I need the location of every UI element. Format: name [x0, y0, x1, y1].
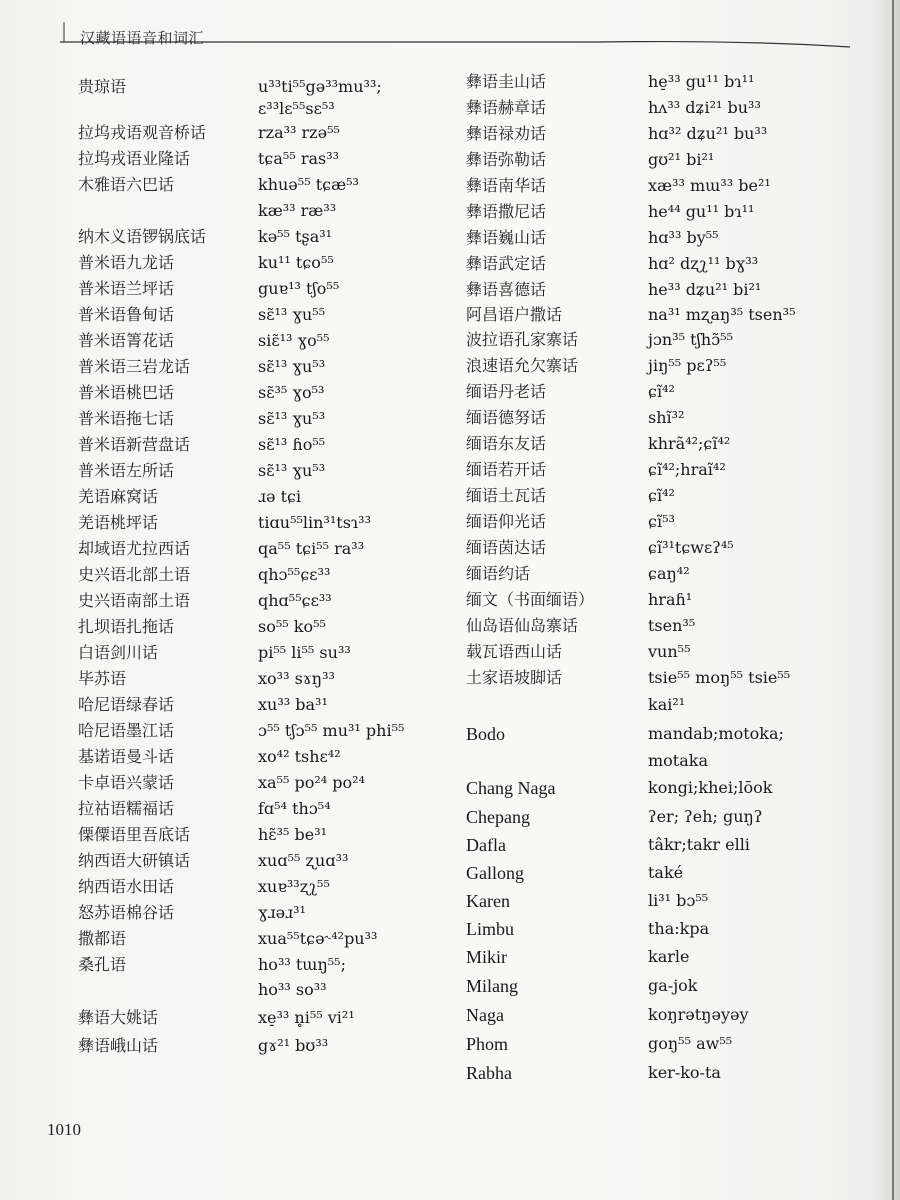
word-form: tha:kpa: [648, 919, 710, 938]
language-name: 纳木义语锣锅底话: [78, 227, 207, 246]
word-form: tsie⁵⁵ moŋ⁵⁵ tsie⁵⁵: [648, 668, 791, 687]
language-name: Milang: [466, 976, 518, 996]
language-name: Dafla: [466, 835, 506, 855]
word-form: fɑ⁵⁴ thɔ⁵⁴: [258, 799, 331, 818]
language-name: 却域语尤拉西话: [78, 539, 191, 558]
word-form: hɑ² dʐʅ¹¹ bɣ³³: [648, 254, 759, 273]
language-name: 普米语箐花话: [78, 331, 175, 350]
word-form: kə⁵⁵ tʂa³¹: [258, 227, 333, 246]
word-form: ga-jok: [648, 976, 698, 995]
language-name: 普米语兰坪话: [78, 279, 175, 298]
word-form: gʊ²¹ bi²¹: [648, 150, 715, 169]
running-header: 汉藏语语音和词汇: [80, 29, 205, 47]
word-form: siɛ̃¹³ ɣo⁵⁵: [258, 331, 330, 350]
language-name: 普米语九龙话: [78, 253, 175, 272]
language-name: Mikir: [466, 947, 508, 967]
word-form: hɑ³² dʑu²¹ bu³³: [648, 124, 768, 143]
word-form: ɕaŋ⁴²: [648, 564, 690, 583]
word-form: ɕĩ⁴²;hraĩ⁴²: [648, 460, 726, 479]
word-form: sɛ̃¹³ ɣu⁵⁵: [258, 305, 326, 324]
language-name: 彝语弥勒话: [466, 150, 547, 169]
word-form: koŋrətŋəyəy: [648, 1005, 749, 1024]
word-form: tsen³⁵: [648, 616, 696, 635]
word-form: tâkr;takr elli: [648, 835, 750, 854]
language-name: 彝语巍山话: [466, 228, 547, 247]
language-name: 贵琼语: [78, 77, 127, 96]
word-form: xæ³³ mɯ³³ be²¹: [648, 176, 771, 195]
word-form: xo⁴² tshɛ⁴²: [258, 747, 341, 766]
language-name: 仙岛语仙岛寨话: [466, 616, 579, 635]
language-name: 阿昌语户撒话: [466, 305, 563, 324]
page-edge: [892, 0, 894, 1200]
language-name: 拉坞戎语观音桥话: [78, 123, 207, 142]
language-name: 缅语若开话: [466, 460, 547, 479]
language-name: Karen: [466, 891, 510, 911]
word-form: také: [648, 863, 684, 882]
word-form: ɕĩ³¹tɕwɛʔ⁴⁵: [648, 538, 734, 557]
language-name: Phom: [466, 1034, 509, 1054]
language-name: 基诺语曼斗话: [78, 747, 175, 766]
language-name: Bodo: [466, 724, 506, 744]
language-name: 彝语武定话: [466, 254, 547, 273]
word-form: motaka: [648, 751, 709, 770]
language-name: 彝语南华话: [466, 176, 547, 195]
language-name: 缅语丹老话: [466, 382, 547, 401]
word-form: sɛ̃¹³ ɣu⁵³: [258, 461, 326, 480]
word-form: he⁴⁴ gu¹¹ bɿ¹¹: [648, 202, 755, 221]
word-form: na³¹ mʐaŋ³⁵ tsen³⁵: [648, 305, 796, 324]
language-name: 彝语赫章话: [466, 98, 547, 117]
word-form: u³³ti⁵⁵gə³³mu³³;: [258, 77, 382, 96]
language-name: 缅语茵达话: [466, 538, 547, 557]
language-name: 白语剑川话: [78, 643, 159, 662]
language-name: 怒苏语棉谷话: [78, 903, 175, 922]
word-form: qa⁵⁵ tɕi⁵⁵ ra³³: [258, 539, 365, 558]
language-name: 拉祜语糯福话: [78, 799, 175, 818]
word-form: khuə⁵⁵ tɕæ⁵³: [258, 175, 359, 194]
language-name: 缅语仰光话: [466, 512, 547, 531]
language-name: 哈尼语墨江话: [78, 721, 175, 740]
language-name: 扎坝语扎拖话: [78, 617, 175, 636]
word-form: khrã⁴²;ɕĩ⁴²: [648, 434, 731, 453]
word-form: sɛ̃¹³ ɦo⁵⁵: [258, 435, 326, 454]
language-name: 史兴语北部土语: [78, 565, 191, 584]
language-name: 普米语桃巴话: [78, 383, 175, 402]
language-name: 普米语三岩龙话: [78, 357, 191, 376]
word-form: xuɑ⁵⁵ ʐuɑ³³: [258, 851, 349, 870]
language-name: 彝语撒尼话: [466, 202, 547, 221]
word-form: hraɦ¹: [648, 590, 693, 609]
language-name: 普米语左所话: [78, 461, 175, 480]
language-name: Naga: [466, 1005, 504, 1025]
word-form: kæ³³ ræ³³: [258, 201, 337, 220]
language-name: 羌语桃坪话: [78, 513, 159, 532]
word-form: kongi;khei;lōok: [648, 778, 773, 797]
word-form: qhɔ⁵⁵ɕɛ³³: [258, 565, 331, 584]
language-name: 木雅语六巴话: [78, 175, 175, 194]
language-name: 缅文（书面缅语）: [466, 590, 595, 609]
language-name: Gallong: [466, 863, 524, 883]
language-name: 波拉语孔家寨话: [466, 330, 579, 349]
word-form: hɑ³³ by⁵⁵: [648, 228, 719, 247]
word-form: qhɑ⁵⁵ɕɛ³³: [258, 591, 332, 610]
language-name: 土家语坡脚话: [466, 668, 563, 687]
word-form: gɤ²¹ bʊ³³: [258, 1036, 329, 1055]
language-name: 彝语大姚话: [78, 1008, 159, 1027]
word-form: karle: [648, 947, 690, 966]
language-name: 缅语德努话: [466, 408, 547, 427]
language-name: 浪速语允欠寨话: [466, 356, 579, 375]
language-name: 纳西语大研镇话: [78, 851, 191, 870]
word-form: ɕĩ⁴²: [648, 486, 675, 505]
word-form: hɛ̃³⁵ be³¹: [258, 825, 328, 844]
word-form: ɔ⁵⁵ tʃɔ⁵⁵ mu³¹ phi⁵⁵: [258, 721, 405, 740]
language-name: 载瓦语西山话: [466, 642, 563, 661]
language-name: 彝语圭山话: [466, 72, 547, 91]
language-name: 彝语喜德话: [466, 280, 547, 299]
word-form: xu³³ ba³¹: [258, 695, 328, 714]
word-form: xe̠³³ n̥i⁵⁵ vi²¹: [258, 1008, 355, 1027]
word-form: he³³ dʑu²¹ bi²¹: [648, 280, 762, 299]
language-name: 毕苏语: [78, 669, 127, 688]
language-name: 纳西语水田话: [78, 877, 175, 896]
word-form: he̠³³ gu¹¹ bɿ¹¹: [648, 72, 755, 91]
language-name: 哈尼语绿春话: [78, 695, 175, 714]
word-form: tɕa⁵⁵ ras³³: [258, 149, 340, 168]
word-form: ɣɹəɹ³¹: [258, 903, 306, 922]
word-form: kai²¹: [648, 695, 686, 714]
word-form: xua⁵⁵tɕə˞⁴²pu³³: [258, 929, 378, 948]
language-name: 普米语新营盘话: [78, 435, 191, 454]
language-name: 卡卓语兴蒙话: [78, 773, 175, 792]
language-name: Limbu: [466, 919, 514, 939]
word-form: ɛ³³lɛ⁵⁵sɛ⁵³: [258, 99, 335, 118]
language-name: 撒都语: [78, 929, 127, 948]
word-form: xa⁵⁵ po²⁴ po²⁴: [258, 773, 365, 792]
word-form: li³¹ bɔ⁵⁵: [648, 891, 709, 910]
word-form: sɛ̃³⁵ ɣo⁵³: [258, 383, 325, 402]
language-name: 普米语拖七话: [78, 409, 175, 428]
word-form: tiɑu⁵⁵lin³¹tsɿ³³: [258, 513, 371, 532]
word-form: goŋ⁵⁵ aw⁵⁵: [648, 1034, 733, 1053]
word-form: so⁵⁵ ko⁵⁵: [258, 617, 326, 636]
word-form: xuɐ³³ʐʅ⁵⁵: [258, 877, 330, 896]
language-name: 普米语鲁甸话: [78, 305, 175, 324]
word-form: mandab;motoka;: [648, 724, 784, 743]
word-form: ɹə tɕi: [258, 487, 302, 506]
language-name: 彝语禄劝话: [466, 124, 547, 143]
language-name: 史兴语南部土语: [78, 591, 191, 610]
word-form: shĩ³²: [648, 408, 685, 427]
word-form: pi⁵⁵ li⁵⁵ su³³: [258, 643, 351, 662]
word-form: ho³³ tɯŋ⁵⁵;: [258, 955, 346, 974]
word-form: guɐ¹³ tʃo⁵⁵: [258, 279, 340, 298]
word-form: jɔn³⁵ tʃhɔ̃⁵⁵: [648, 330, 734, 349]
language-name: 羌语麻窝话: [78, 487, 159, 506]
page-edge-shadow: [874, 0, 900, 1200]
language-name: 缅语约话: [466, 564, 531, 583]
word-form: ɕĩ⁵³: [648, 512, 675, 531]
language-name: 拉坞戎语业隆话: [78, 149, 191, 168]
word-form: hʌ³³ dʑi²¹ bu³³: [648, 98, 761, 117]
word-form: rza³³ rzə⁵⁵: [258, 123, 340, 142]
language-name: Rabha: [466, 1063, 512, 1083]
language-name: Chang Naga: [466, 778, 556, 798]
word-form: ʔer; ʔeh; guŋʔ: [648, 807, 763, 826]
language-name: 缅语土瓦话: [466, 486, 547, 505]
page-number: 1010: [47, 1120, 81, 1139]
word-form: vun⁵⁵: [648, 642, 691, 661]
word-form: ku¹¹ tɕo⁵⁵: [258, 253, 334, 272]
word-form: jiŋ⁵⁵ pɛʔ⁵⁵: [648, 356, 727, 375]
word-form: ɕĩ⁴²: [648, 382, 675, 401]
language-name: 彝语峨山话: [78, 1036, 159, 1055]
word-form: xo³³ sɤŋ³³: [258, 669, 335, 688]
language-name: 傈僳语里吾底话: [78, 825, 191, 844]
word-form: ho³³ so³³: [258, 980, 327, 999]
word-form: ker-ko-ta: [648, 1063, 721, 1082]
language-name: Chepang: [466, 807, 530, 827]
language-name: 桑孔语: [78, 955, 127, 974]
word-form: sɛ̃¹³ ɣu⁵³: [258, 357, 326, 376]
language-name: 缅语东友话: [466, 434, 547, 453]
word-form: sɛ̃¹³ ɣu⁵³: [258, 409, 326, 428]
